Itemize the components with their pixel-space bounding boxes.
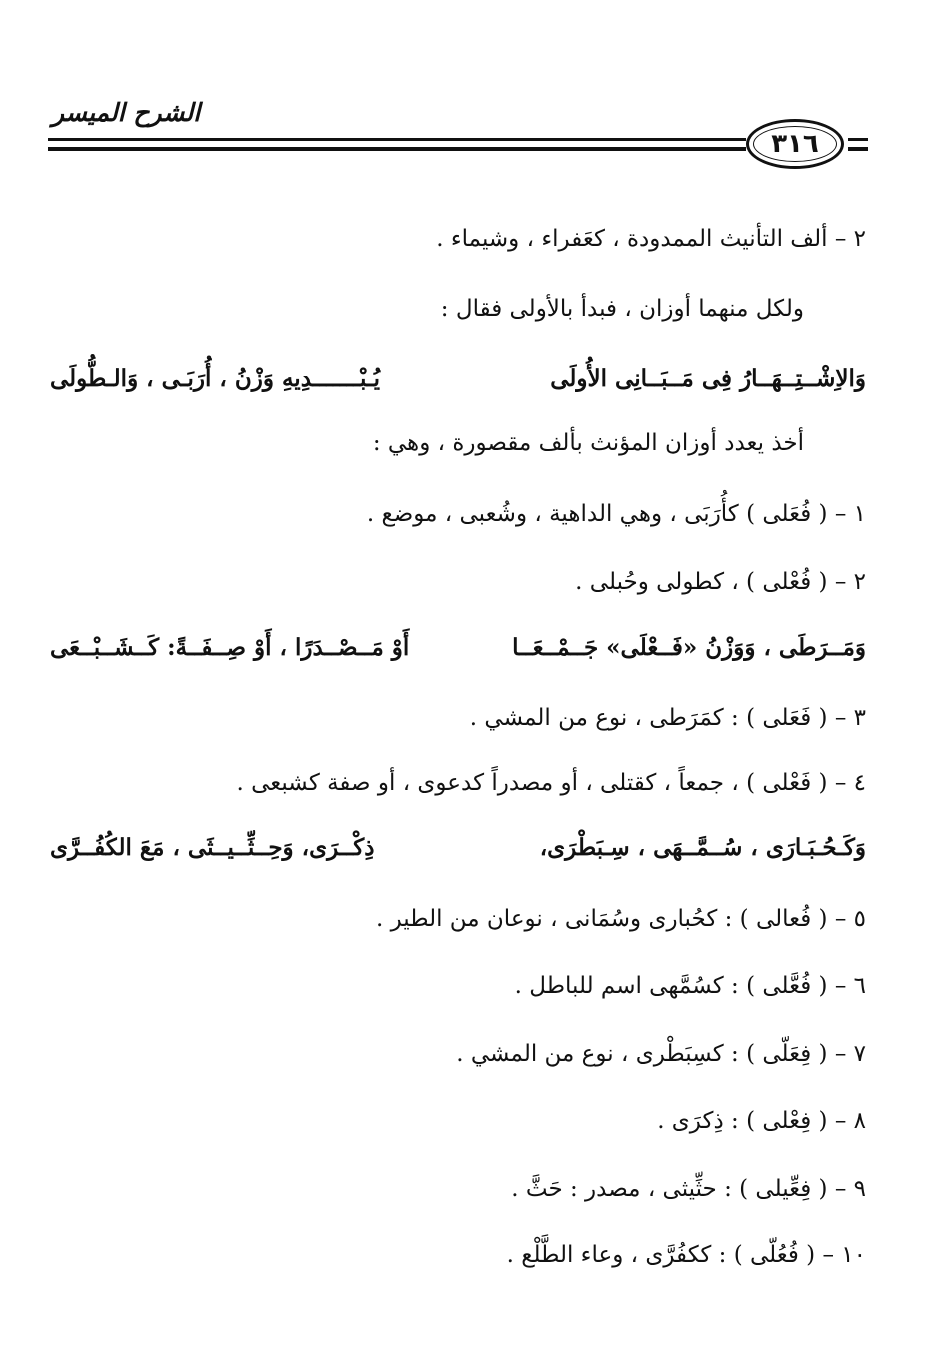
text-line-2: ولكل منهما أوزان ، فبدأ بالأولى فقال : — [440, 296, 804, 322]
verse-3-second-hemistich: ذِكْــرَى، وَحِــثِّــيــثَى ، مَعَ الكُفُــرَّى — [50, 834, 375, 861]
book-title: الشرح الميسر — [52, 98, 201, 127]
header-rule-bottom-right — [848, 147, 868, 151]
page-number-badge — [746, 119, 844, 169]
text-line-3: أخذ يعدد أوزان المؤنث بألف مقصورة ، وهي : — [372, 430, 804, 456]
text-line-8: ٥ – ( فُعالى ) : كحُبارى وسُمَانى ، نوعان من الطير . — [375, 906, 866, 932]
page-number: ٣١٦ — [771, 129, 819, 159]
verse-3-first-hemistich: وَكَـحُـبَـارَى ، سُــمَّــهَى ، سِـبَطْرَى، — [539, 834, 866, 861]
text-line-12: ٩ – ( فِعِّيلى ) : حثِّيثى ، مصدر : حَثَّ . — [511, 1176, 866, 1202]
text-line-7: ٤ – ( فَعْلى ) ، جمعاً ، كقتلى ، أو مصدراً كدعوى ، أو صفة كشبعى . — [236, 770, 866, 796]
text-line-11: ٨ – ( فِعْلى ) : ذِكرَى . — [657, 1108, 866, 1134]
text-line-4: ١ – ( فُعَلى ) كأُرَبَى ، وهي الداهية ، وشُعبى ، موضع . — [366, 501, 866, 527]
text-line-6: ٣ – ( فَعَلى ) : كمَرَطى ، نوع من المشي . — [469, 705, 866, 731]
text-line-1: ٢ – ألف التأنيث الممدودة ، كعَفراء ، وشيماء . — [436, 226, 866, 252]
verse-2-second-hemistich: أَوْ مَــصْــدَرًا ، أَوْ صِــفَــةً: كَــشَــبْــعَى — [50, 634, 410, 661]
header-rule-top — [48, 138, 746, 141]
text-line-5: ٢ – ( فُعْلى ) ، كطولى وحُبلى . — [575, 569, 866, 595]
verse-1-first-hemistich: وَالاِشْــتِــهَــارُ فِى مَــبَــانِى الأُولَى — [550, 365, 866, 392]
header-rule-top-right — [848, 138, 868, 141]
text-line-9: ٦ – ( فُعَّلى ) : كسُمَّهى اسم للباطل . — [514, 973, 866, 999]
verse-1-second-hemistich: يُـبْـــــــدِيهِ وَزْنُ ، أُرَبَـى ، وَالـطُّولَى — [50, 365, 381, 392]
verse-2-first-hemistich: وَمَــرَطَى ، وَوَزْنُ «فَــعْلَى» جَــمْــعَــا — [512, 634, 866, 661]
text-line-13: ١٠ – ( فُعُلّى ) : ككفُرَّى ، وعاء الطَّلْع . — [506, 1242, 866, 1268]
text-line-10: ٧ – ( فِعَلّى ) : كسِبَطْرى ، نوع من المشي . — [456, 1041, 866, 1067]
header-rule-bottom — [48, 147, 746, 151]
